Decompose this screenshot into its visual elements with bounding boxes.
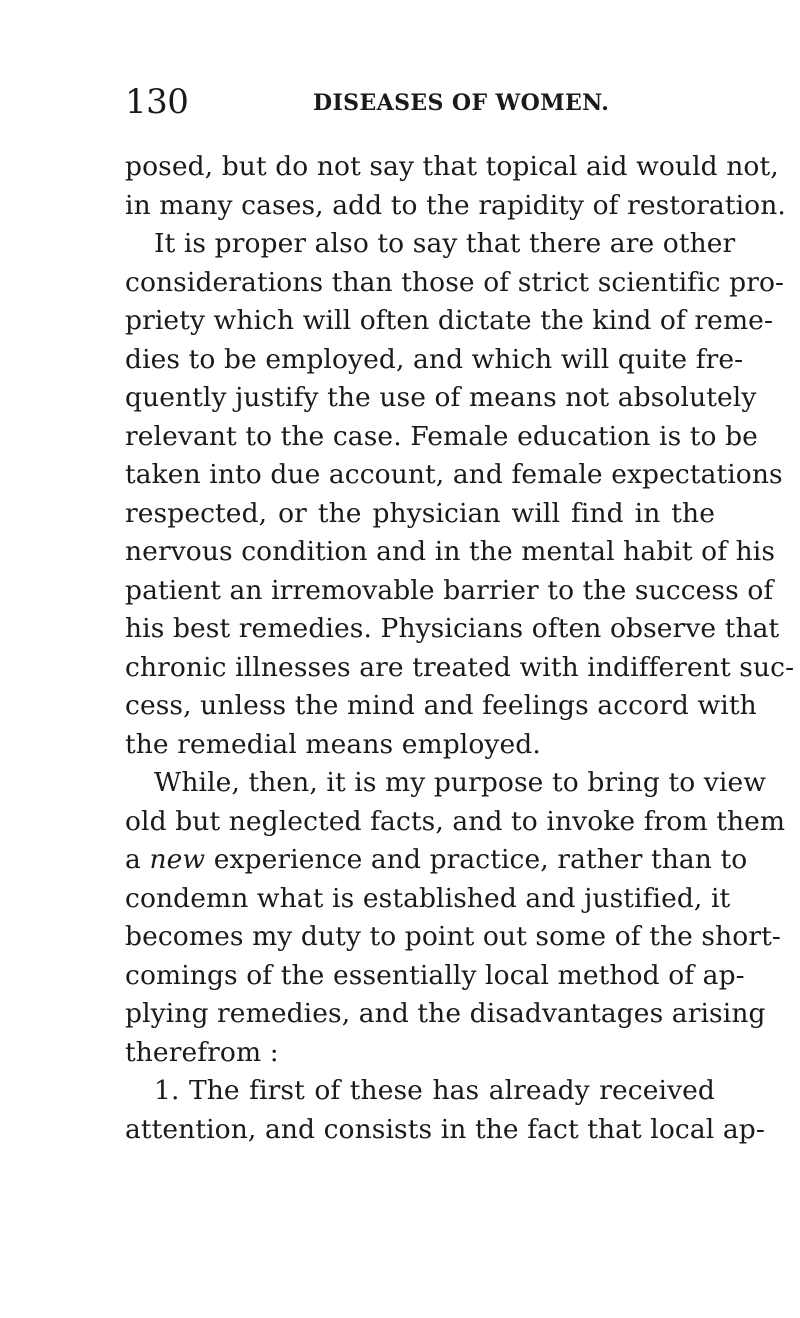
text-line: becomes my duty to point out some of the short- — [125, 921, 781, 952]
text-line: taken into due account, and female expectations — [125, 459, 783, 490]
running-title: DISEASES OF WOMEN. — [313, 90, 610, 116]
text-line: 1. The first of these has already received — [154, 1075, 715, 1106]
text-line: While, then, it is my purpose to bring to view — [154, 767, 767, 798]
body-text — [125, 148, 795, 1149]
running-head — [125, 84, 725, 120]
text-line: attention, and consists in the fact that local ap- — [125, 1113, 765, 1145]
paragraph-3 — [125, 764, 786, 1072]
text-line: his best remedies. Physicians often observe that — [125, 613, 780, 644]
text-line: considerations than those of strict scientific pro- — [125, 266, 785, 298]
text-line: comings of the essentially local method of ap- — [125, 959, 745, 991]
text-fragment: a — [125, 844, 150, 875]
paragraph-1 — [125, 148, 786, 225]
page-number: 130 — [125, 82, 189, 122]
text-line: respected, or the physician will find in the — [125, 497, 715, 529]
text-line: cess, unless the mind and feelings accord with — [125, 690, 757, 721]
text-line: in many cases, add to the rapidity of restoration. — [125, 189, 786, 221]
text-line: therefrom : — [125, 1036, 279, 1068]
text-line: plying remedies, and the disadvantages arising — [125, 998, 766, 1029]
italic-word: new — [149, 844, 206, 875]
text-line — [125, 841, 748, 880]
paragraph-4 — [125, 1072, 765, 1149]
text-line: old but neglected facts, and to invoke from them — [125, 805, 786, 837]
text-line: patient an irremovable barrier to the success of — [125, 574, 774, 606]
paragraph-2 — [125, 225, 795, 764]
text-line: condemn what is established and justified, it — [125, 882, 731, 914]
text-line: nervous condition and in the mental habit of his — [125, 536, 776, 567]
text-line: posed, but do not say that topical aid would not, — [125, 151, 779, 182]
text-line: It is proper also to say that there are other — [154, 228, 736, 259]
text-line: relevant to the case. Female education is to be — [125, 420, 758, 452]
text-line: priety which will often dictate the kind of reme- — [125, 305, 774, 336]
text-line: the remedial means employed. — [125, 728, 541, 760]
text-fragment: experience and practice, rather than to — [205, 844, 748, 875]
text-line: chronic illnesses are treated with indifferent suc- — [125, 651, 795, 683]
text-line: dies to be employed, and which will quite fre- — [125, 343, 744, 375]
text-line: quently justify the use of means not absolutely — [125, 382, 757, 413]
